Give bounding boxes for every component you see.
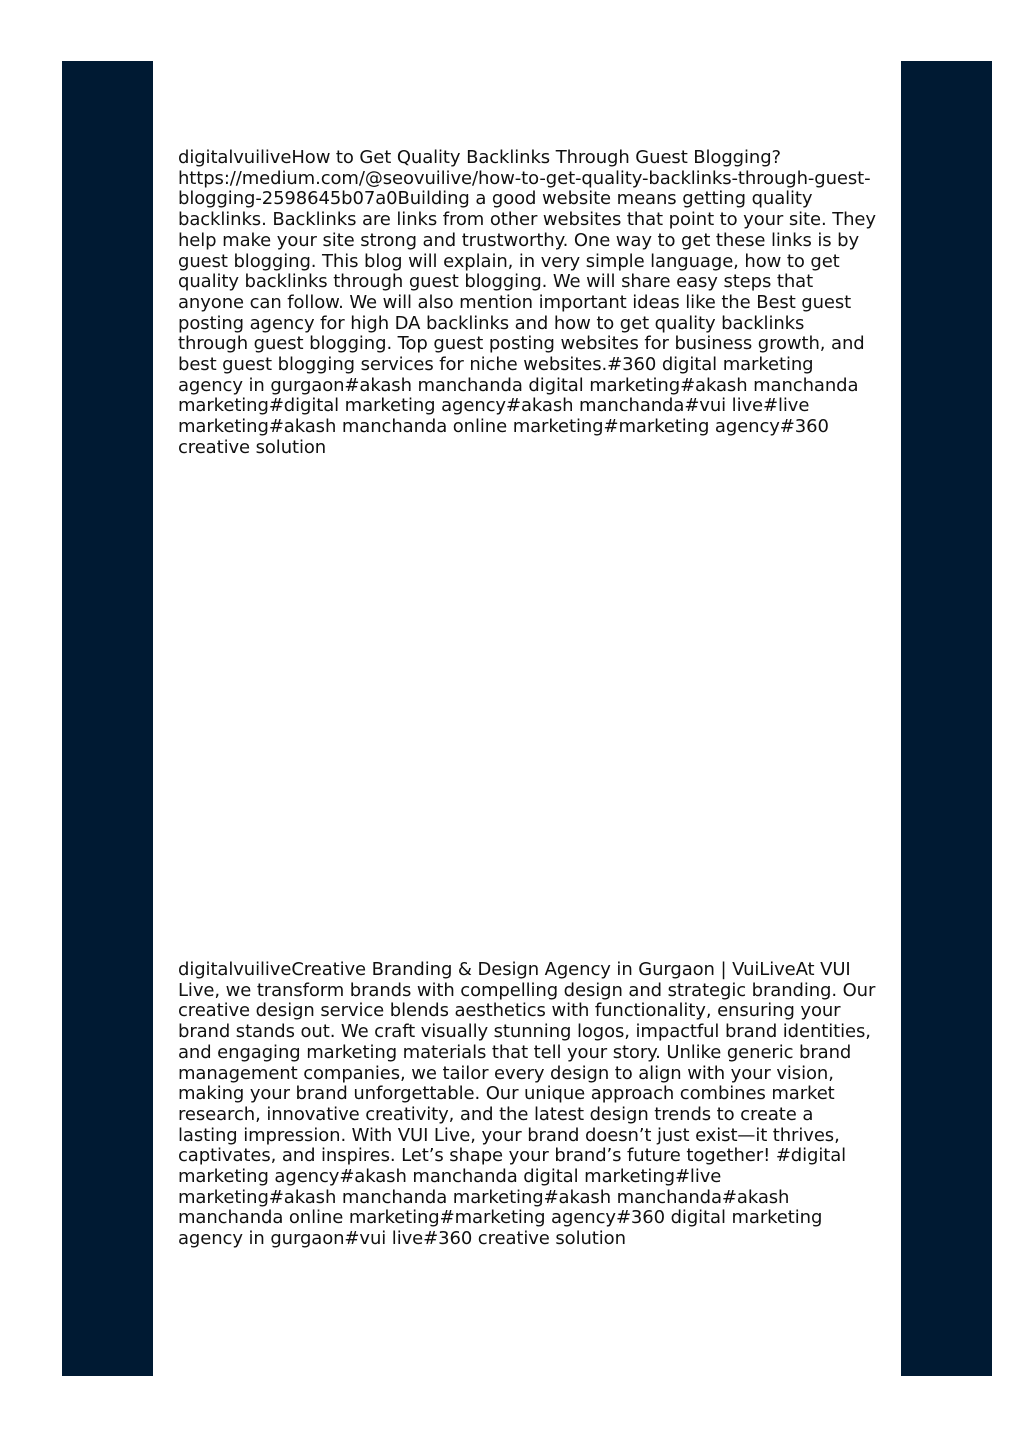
left-side-bar	[62, 61, 153, 1376]
post-author[interactable]: digitalvuilive	[178, 959, 292, 980]
post-tags[interactable]: #digital marketing agency#akash manchanda digital marketing#live marketing#akash manchanda marketing#akash manchanda#akash manchanda online marketing#marketing agency#360 digital marketing agency in gurgaon#vui live#360 creative solution	[178, 1145, 847, 1250]
post-tags[interactable]: #360 digital marketing agency in gurgaon#akash manchanda digital marketing#akash manchanda marketing#digital marketing agency#akash manchanda#vui live#live marketing#akash manchanda online marketing#marketing agency#360 creative solution	[178, 354, 859, 458]
post-title[interactable]: How to Get Quality Backlinks Through Guest Blogging?	[291, 147, 781, 168]
post-author[interactable]: digitalvuilive	[178, 147, 292, 168]
post-entry	[178, 148, 878, 459]
post-title[interactable]: Creative Branding & Design Agency in Gurgaon | VuiLive	[291, 959, 796, 980]
right-side-bar	[901, 61, 992, 1376]
post-entry	[178, 960, 878, 1250]
post-url[interactable]: https://medium.com/@seovuilive/how-to-get-quality-backlinks-through-guest-blogging-2598645b07a0	[178, 167, 871, 210]
post-body: Building a good website means getting quality backlinks. Backlinks are links from other websites that point to your site. They help make your site strong and trustworthy. One way to get these links is by guest blogging. This blog will explain, in very simple language, how to get quality backlinks through guest blogging. We will share easy steps that anyone can follow. We will also mention important ideas like the Best guest posting agency for high DA backlinks and how to get quality backlinks through guest blogging. Top guest posting websites for business growth, and best guest blogging services for niche websites.	[178, 188, 876, 376]
post-body: At VUI Live, we transform brands with compelling design and strategic branding. Our creative design service blends aesthetics with functionality, ensuring your brand stands out. We craft visually stunning logos, impactful brand identities, and engaging marketing materials that tell your story. Unlike generic brand management companies, we tailor every design to align with your vision, making your brand unforgettable. Our unique approach combines market research, innovative creativity, and the latest design trends to create a lasting impression. With VUI Live, your brand doesn’t just exist—it thrives, captivates, and inspires. Let’s shape your brand’s future together!	[178, 959, 876, 1167]
